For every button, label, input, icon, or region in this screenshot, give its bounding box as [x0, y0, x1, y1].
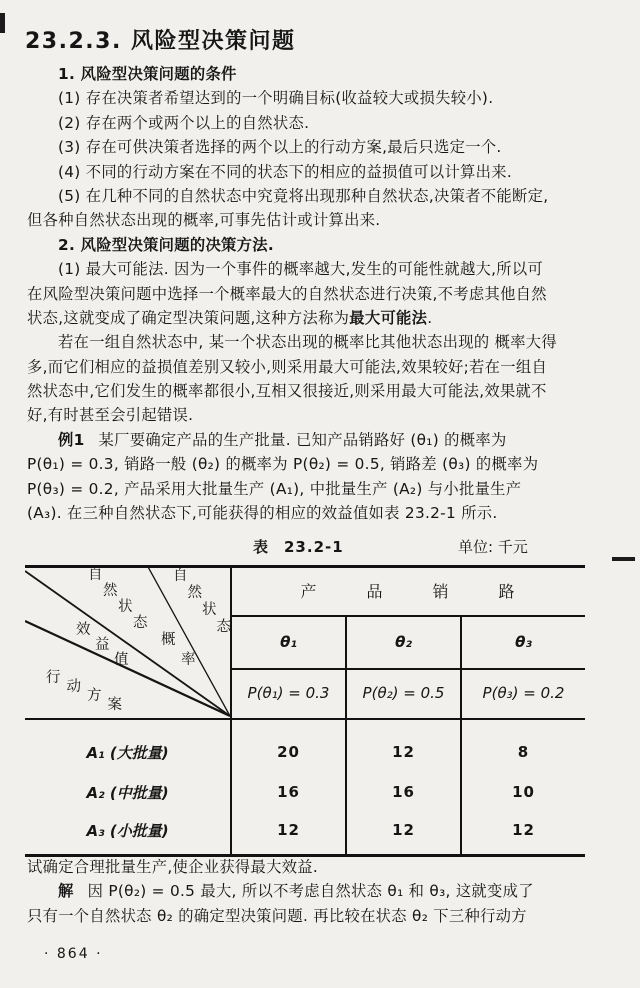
method-line-6: 然状态中,它们发生的概率都很小,互相又很接近,则采用最大可能法,效果就不: [27, 382, 547, 401]
example-line-1: [27, 428, 627, 452]
condition-line-4: (4) 不同的行动方案在不同的状态下的相应的益损值可以计算出来.: [58, 162, 513, 181]
table-caption-label: 表: [253, 538, 269, 556]
table-unit-label: 单位: 千元: [458, 538, 528, 556]
colgroup-header-text: 产品销路: [300, 582, 565, 601]
condition-line-3: (3) 存在可供决策者选择的两个以上的行动方案,最后只选定一个.: [58, 138, 502, 157]
state-header-theta3: θ₃: [515, 632, 532, 651]
page-number: · 864 ·: [44, 946, 103, 962]
method-line-1: (1) 最大可能法. 因为一个事件的概率越大,发生的可能性就越大,所以可: [58, 260, 544, 279]
table-caption-row: [0, 536, 640, 558]
probability-header-2: P(θ₂) = 0.5: [362, 684, 445, 702]
row-label-a1: A₁ (大批量): [86, 743, 169, 762]
scan-artifact-left-edge: [0, 13, 5, 33]
solution-line-2: 只有一个自然状态 θ₂ 的确定型决策问题. 再比较在状态 θ₂ 下三种行动方: [27, 906, 527, 925]
condition-line-5: (5) 在几种不同的自然状态中究竟将出现那种自然状态,决策者不能断定,: [58, 186, 549, 205]
method-line-3-bold-term: 最大可能法: [349, 308, 428, 327]
section-heading: 23.2.3. 风险型决策问题: [25, 29, 296, 54]
method-line-3-text: 状态,这就变成了确定型决策问题,这种方法称为: [27, 308, 350, 327]
example-label: 例1: [58, 430, 85, 449]
lower-text-block: [27, 855, 627, 928]
example-line-1-text: 某厂要确定产品的生产批量. 已知产品销路好 (θ₁) 的概率为: [98, 430, 507, 449]
upper-text-block: [27, 62, 627, 525]
table-caption-number: 23.2-1: [284, 538, 344, 556]
method-line-2: 在风险型决策问题中选择一个概率最大的自然状态进行决策,不考虑其他自然: [27, 284, 547, 303]
subsection-heading-conditions: 1. 风险型决策问题的条件: [58, 65, 237, 83]
state-header-theta2: θ₂: [395, 632, 412, 651]
solution-line-1: [27, 879, 627, 903]
method-line-3-period: .: [427, 308, 433, 327]
probability-header-3: P(θ₃) = 0.2: [482, 684, 565, 702]
cell-a2-theta1: 16: [277, 783, 300, 801]
row-label-a3: A₃ (小批量): [86, 821, 169, 840]
cell-a3-theta1: 12: [277, 821, 300, 839]
question-line: 试确定合理批量生产,使企业获得最大效益.: [27, 858, 319, 876]
condition-line-1: (1) 存在决策者希望达到的一个明确目标(收益较大或损失较小).: [58, 89, 494, 108]
row-label-a2: A₂ (中批量): [86, 783, 169, 802]
method-line-4: 若在一组自然状态中, 某一个状态出现的概率比其他状态出现的 概率大得: [58, 333, 557, 352]
cell-a1-theta2: 12: [392, 743, 415, 761]
cell-a2-theta3: 10: [512, 783, 535, 801]
corner-label-action-plan: 行 动 方 案: [46, 670, 122, 713]
state-header-theta1: θ₁: [280, 632, 297, 651]
cell-a3-theta2: 12: [392, 821, 415, 839]
method-line-3: [27, 306, 627, 330]
method-line-5: 多,而它们相应的益损值差别又较小,则采用最大可能法,效果较好;若在一组自: [27, 357, 548, 376]
table-header-bottom-rule: [25, 718, 585, 720]
corner-label-probability: 概 率: [161, 632, 196, 668]
solution-line-1-text: 因 P(θ₂) = 0.5 最大, 所以不考虑自然状态 θ₁ 和 θ₃, 这就变成了: [87, 882, 534, 901]
probability-header-1: P(θ₁) = 0.3: [247, 684, 330, 702]
condition-line-2: (2) 存在两个或两个以上的自然状态.: [58, 113, 310, 132]
cell-a2-theta2: 16: [392, 783, 415, 801]
corner-label-natural-state-upper: 自 然 状 态: [173, 568, 231, 635]
subsection-heading-methods: 2. 风险型决策问题的决策方法.: [58, 235, 274, 254]
example-line-3: P(θ₃) = 0.2, 产品采用大批量生产 (A₁), 中批量生产 (A₂) 与小批量生产: [27, 479, 522, 498]
corner-label-benefit-value: 效 益 值: [76, 622, 129, 668]
cell-a3-theta3: 12: [512, 821, 535, 839]
cell-a1-theta3: 8: [517, 743, 530, 761]
table-corner-cell: [25, 565, 230, 718]
method-line-7: 好,有时甚至会引起错误.: [27, 406, 194, 425]
cell-a1-theta1: 20: [277, 743, 300, 761]
example-line-2: P(θ₁) = 0.3, 销路一般 (θ₂) 的概率为 P(θ₂) = 0.5, 销路差 (θ₃) 的概率为: [27, 455, 539, 474]
condition-line-5-cont: 但各种自然状态出现的概率,可事先估计或计算出来.: [27, 211, 381, 230]
corner-label-natural-state-lower: 自 然 状 态: [88, 567, 148, 631]
solution-label: 解: [58, 882, 74, 901]
table-colgroup-header: [230, 568, 585, 613]
example-line-4: (A₃). 在三种自然状态下,可能获得的相应的效益值如表 23.2-1 所示.: [27, 504, 498, 523]
decision-table: [25, 565, 585, 857]
